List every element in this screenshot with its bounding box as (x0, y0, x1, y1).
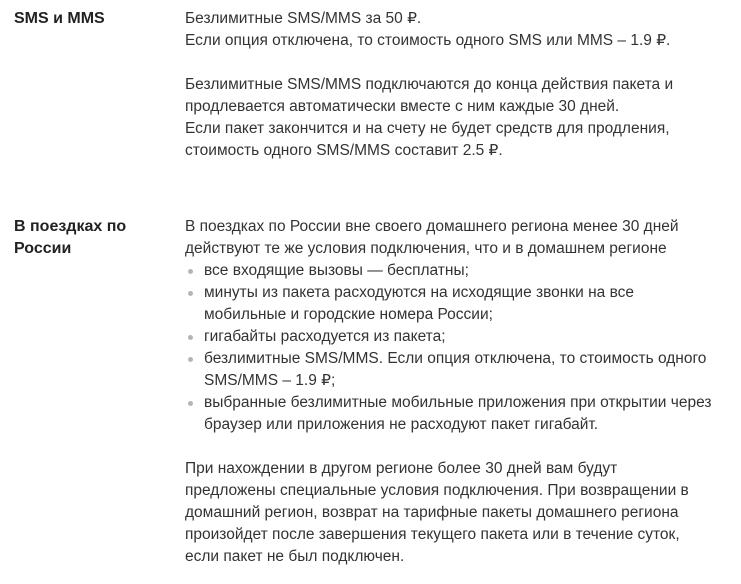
list-item (185, 282, 712, 326)
sms-no-funds-line: Если пакет закончится и на счету не будет средств для продления, стоимость одного SMS/MMS составит 2.5 ₽. (185, 120, 670, 159)
list-item (185, 326, 712, 348)
sms-renewal-line: Безлимитные SMS/MMS подключаются до конца действия пакета и продлевается автоматически вместе с ним каждые 30 дней. (185, 76, 674, 115)
bullet-icon (188, 291, 193, 296)
list-item (185, 260, 712, 282)
list-item-text: гигабайты расходуется из пакета; (204, 328, 446, 345)
section-travel-russia (14, 216, 727, 568)
section-content-travel-russia (185, 216, 712, 568)
section-heading-sms-mms: SMS и MMS (14, 10, 105, 27)
list-item-text: все входящие вызовы — бесплатны; (204, 262, 469, 279)
bullet-icon (188, 269, 193, 274)
list-item-text: минуты из пакета расходуются на исходящие звонки на все мобильные и городские номера России; (204, 284, 635, 323)
bullet-icon (188, 401, 193, 406)
travel-outro-paragraph: При нахождении в другом регионе более 30 дней вам будут предложены специальные условия подключения. При возвращении в домашний регион, возврат на тарифные пакеты домашнего региона произойдет после завершения текущего пакета или в течение суток, если пакет не был подключен. (185, 460, 689, 565)
section-heading-travel-russia: В поездках по России (14, 218, 127, 257)
travel-conditions-list (185, 260, 712, 436)
list-item-text: выбранные безлимитные мобильные приложения при открытии через браузер или приложения не расходуют пакет гигабайт. (204, 394, 712, 433)
bullet-icon (188, 335, 193, 340)
sms-renewal-paragraph (185, 74, 712, 162)
section-sms-mms (14, 8, 727, 162)
sms-price-paragraph (185, 8, 712, 52)
bullet-icon (188, 357, 193, 362)
sms-price-line: Безлимитные SMS/MMS за 50 ₽. (185, 10, 422, 27)
section-content-sms-mms (185, 8, 712, 162)
travel-intro-paragraph: В поездках по России вне своего домашнего региона менее 30 дней действуют те же условия подключения, что и в домашнем регионе (185, 218, 679, 257)
list-item-text: безлимитные SMS/MMS. Если опция отключена, то стоимость одного SMS/MMS – 1.9 ₽; (204, 350, 707, 389)
list-item (185, 392, 712, 436)
sms-disabled-price-line: Если опция отключена, то стоимость одного SMS или MMS – 1.9 ₽. (185, 32, 671, 49)
list-item (185, 348, 712, 392)
